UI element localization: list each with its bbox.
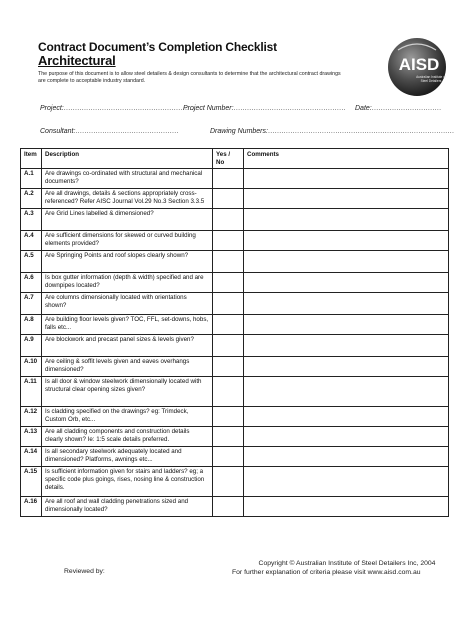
item-id: A.8: [21, 315, 42, 335]
comments-cell[interactable]: [244, 467, 449, 497]
consultant-field[interactable]: [40, 128, 179, 135]
table-header-row: [21, 149, 449, 169]
comments-cell[interactable]: [244, 293, 449, 315]
item-description: Are blockwork and precast panel sizes & levels given?: [42, 335, 213, 357]
item-description: Are drawings co-ordinated with structural and mechanical documents?: [42, 169, 213, 189]
item-id: A.12: [21, 407, 42, 427]
table-row: [21, 497, 449, 517]
item-description: Are Springing Points and roof slopes clearly shown?: [42, 251, 213, 273]
project-field[interactable]: [40, 105, 196, 112]
further-info-text: For further explanation of criteria please visit www.aisd.com.au: [232, 569, 421, 576]
consultant-dots: ..............................................: [75, 128, 179, 135]
header-item: Item: [21, 149, 42, 169]
table-row: [21, 293, 449, 315]
table-row: [21, 377, 449, 407]
table-row: [21, 357, 449, 377]
project-dots: ...........................................................: [63, 105, 197, 112]
table-row: [21, 251, 449, 273]
table-row: [21, 273, 449, 293]
yes-no-cell[interactable]: [213, 251, 244, 273]
table-row: [21, 315, 449, 335]
copyright-text: Copyright © Australian Institute of Steel Detailers Inc, 2004: [258, 560, 436, 567]
item-description: Is box gutter information (depth & width) specified and are downpipes located?: [42, 273, 213, 293]
header-comments: Comments: [244, 149, 449, 169]
logo-tagline-2: Steel Detailers: [420, 79, 442, 83]
project-label: Project:: [40, 105, 64, 112]
item-id: A.3: [21, 209, 42, 231]
item-description: Are columns dimensionally located with orientations shown?: [42, 293, 213, 315]
yes-no-cell[interactable]: [213, 467, 244, 497]
item-id: A.15: [21, 467, 42, 497]
drawing-numbers-field[interactable]: [210, 128, 454, 135]
yes-no-cell[interactable]: [213, 293, 244, 315]
yes-no-cell[interactable]: [213, 335, 244, 357]
item-description: Is all secondary steelwork adequately located and dimensioned? Platforms, awnings etc...: [42, 447, 213, 467]
comments-cell[interactable]: [244, 251, 449, 273]
aisd-logo: [386, 36, 448, 98]
yes-no-cell[interactable]: [213, 231, 244, 251]
comments-cell[interactable]: [244, 427, 449, 447]
intro-paragraph: The purpose of this document is to allow steel detailers & design consultants to determine that the architectural contract drawings are complete to acceptable industry standard.: [38, 71, 341, 84]
consultant-label: Consultant:: [40, 128, 76, 135]
date-field[interactable]: [355, 105, 441, 112]
comments-cell[interactable]: [244, 273, 449, 293]
table-row: [21, 209, 449, 231]
table-row: [21, 447, 449, 467]
item-description: Are sufficient dimensions for skewed or curved building elements provided?: [42, 231, 213, 251]
copyright-block: [232, 559, 462, 577]
yes-no-cell[interactable]: [213, 209, 244, 231]
yes-no-cell[interactable]: [213, 273, 244, 293]
header-description: Description: [42, 149, 213, 169]
item-id: A.11: [21, 377, 42, 407]
yes-no-cell[interactable]: [213, 447, 244, 467]
item-description: Is cladding specified on the drawings? eg: Trimdeck, Custom Orb, etc...: [42, 407, 213, 427]
yes-no-cell[interactable]: [213, 377, 244, 407]
item-description: Are all drawings, details & sections appropriately cross-referenced? Refer AISC Journal Vol.29 No.3 Section 3.3.5: [42, 189, 213, 209]
comments-cell[interactable]: [244, 189, 449, 209]
table-row: [21, 189, 449, 209]
comments-cell[interactable]: [244, 231, 449, 251]
item-description: Are ceiling & soffit levels given and eaves overhangs dimensioned?: [42, 357, 213, 377]
item-description: Is sufficient information given for stairs and ladders? eg; a specific code plus goings, rises, nosing line & construction details.: [42, 467, 213, 497]
item-id: A.5: [21, 251, 42, 273]
item-description: Are Grid Lines labelled & dimensioned?: [42, 209, 213, 231]
table-row: [21, 407, 449, 427]
item-id: A.14: [21, 447, 42, 467]
yes-no-cell[interactable]: [213, 189, 244, 209]
item-id: A.16: [21, 497, 42, 517]
logo-tagline-1: Australian Institute of: [416, 75, 446, 79]
drawing-numbers-label: Drawing Numbers:: [210, 128, 268, 135]
item-id: A.13: [21, 427, 42, 447]
yes-no-cell[interactable]: [213, 427, 244, 447]
item-description: Are all cladding components and construction details clearly shown? Ie: 1:5 scale details preferred.: [42, 427, 213, 447]
item-id: A.4: [21, 231, 42, 251]
item-description: Are building floor levels given? TOC, FFL, set-downs, hobs, falls etc...: [42, 315, 213, 335]
document-title: Contract Document’s Completion Checklist: [38, 40, 277, 54]
item-description: Are all roof and wall cladding penetrations sized and dimensionally located?: [42, 497, 213, 517]
drawing-numbers-dots: ...................................................................................: [267, 128, 455, 135]
item-id: A.6: [21, 273, 42, 293]
comments-cell[interactable]: [244, 357, 449, 377]
item-id: A.9: [21, 335, 42, 357]
date-dots: ...............................: [371, 105, 442, 112]
project-number-field[interactable]: [183, 105, 346, 112]
project-number-label: Project Number:: [183, 105, 234, 112]
item-id: A.10: [21, 357, 42, 377]
item-description: Is all door & window steelwork dimensionally located with structural clear opening sizes given?: [42, 377, 213, 407]
comments-cell[interactable]: [244, 497, 449, 517]
table-row: [21, 231, 449, 251]
table-row: [21, 169, 449, 189]
yes-no-cell[interactable]: [213, 169, 244, 189]
item-id: A.2: [21, 189, 42, 209]
yes-no-cell[interactable]: [213, 497, 244, 517]
header-yes-no: Yes / No: [213, 149, 244, 169]
table-row: [21, 427, 449, 447]
comments-cell[interactable]: [244, 169, 449, 189]
comments-cell[interactable]: [244, 209, 449, 231]
item-id: A.7: [21, 293, 42, 315]
table-row: [21, 335, 449, 357]
comments-cell[interactable]: [244, 335, 449, 357]
checklist-table: [20, 148, 449, 517]
yes-no-cell[interactable]: [213, 407, 244, 427]
logo-text: AISD: [398, 55, 440, 74]
yes-no-cell[interactable]: [213, 357, 244, 377]
yes-no-cell[interactable]: [213, 315, 244, 335]
table-row: [21, 467, 449, 497]
reviewed-by-label: Reviewed by:: [64, 568, 105, 575]
comments-cell[interactable]: [244, 377, 449, 407]
project-number-dots: ..................................................: [233, 105, 346, 112]
comments-cell[interactable]: [244, 447, 449, 467]
comments-cell[interactable]: [244, 315, 449, 335]
document-subtitle: Architectural: [38, 53, 116, 68]
item-id: A.1: [21, 169, 42, 189]
date-label: Date:: [355, 105, 372, 112]
comments-cell[interactable]: [244, 407, 449, 427]
